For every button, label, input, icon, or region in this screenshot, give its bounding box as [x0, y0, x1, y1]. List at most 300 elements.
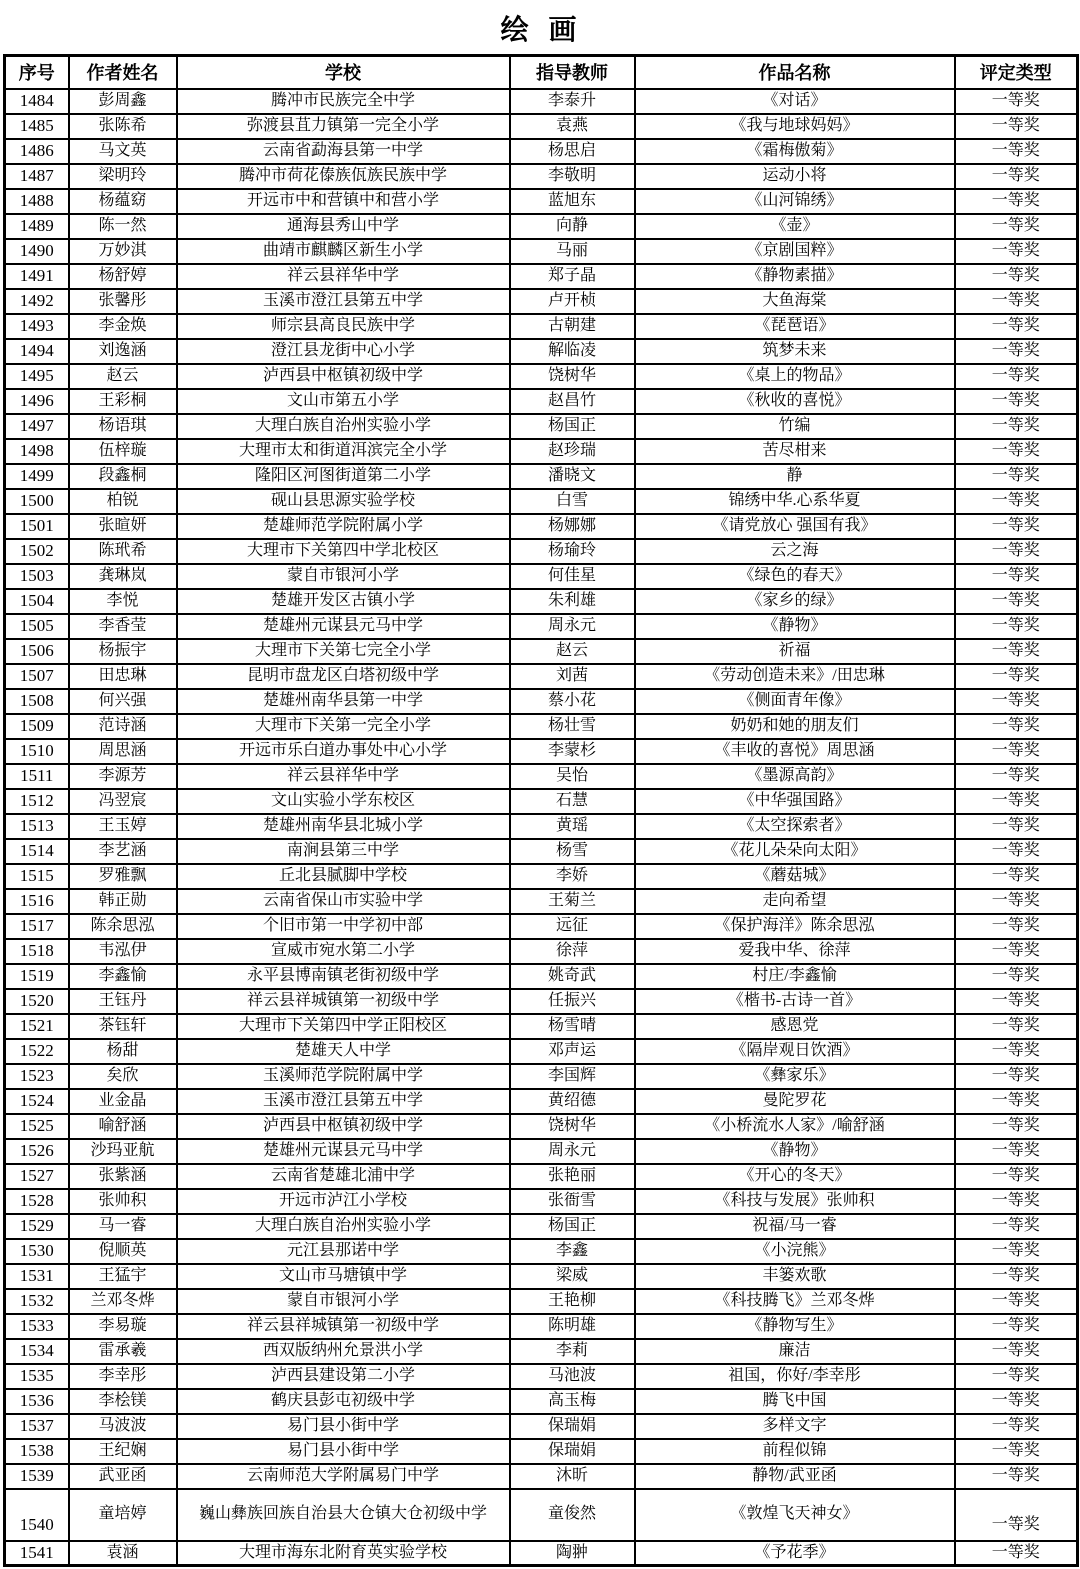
table-row	[5, 239, 1078, 264]
table-row	[5, 1164, 1078, 1189]
cell-author-name: 彭周鑫	[69, 89, 177, 114]
cell-award-type: 一等奖	[955, 989, 1078, 1014]
table-row	[5, 564, 1078, 589]
cell-school: 文山市马塘镇中学	[177, 1264, 510, 1289]
cell-work-title: 走向希望	[635, 889, 955, 914]
cell-author-name: 李香莹	[69, 614, 177, 639]
cell-author-name: 杨语琪	[69, 414, 177, 439]
cell-award-type: 一等奖	[955, 614, 1078, 639]
table-row	[5, 964, 1078, 989]
cell-work-title: 《静物》	[635, 614, 955, 639]
cell-school: 云南省楚雄北浦中学	[177, 1164, 510, 1189]
table-row	[5, 364, 1078, 389]
cell-award-type: 一等奖	[955, 1439, 1078, 1464]
cell-award-type: 一等奖	[955, 1139, 1078, 1164]
cell-school: 曲靖市麒麟区新生小学	[177, 239, 510, 264]
cell-school: 玉溪师范学院附属中学	[177, 1064, 510, 1089]
cell-author-name: 韩正勋	[69, 889, 177, 914]
cell-work-title: 《开心的冬天》	[635, 1164, 955, 1189]
cell-author-name: 袁涵	[69, 1541, 177, 1566]
cell-award-type: 一等奖	[955, 289, 1078, 314]
cell-teacher: 李莉	[510, 1339, 635, 1364]
cell-award-type: 一等奖	[955, 489, 1078, 514]
header-teacher: 指导教师	[510, 56, 635, 89]
cell-author-name: 李桧镁	[69, 1389, 177, 1414]
cell-serial-number: 1512	[5, 789, 69, 814]
cell-school: 云南省勐海县第一中学	[177, 139, 510, 164]
cell-author-name: 马波波	[69, 1414, 177, 1439]
cell-school: 宣威市宛水第二小学	[177, 939, 510, 964]
cell-school: 巍山彝族回族自治县大仓镇大仓初级中学	[177, 1489, 510, 1541]
cell-teacher: 杨国正	[510, 1214, 635, 1239]
cell-award-type: 一等奖	[955, 164, 1078, 189]
cell-school: 楚雄开发区古镇小学	[177, 589, 510, 614]
cell-award-type: 一等奖	[955, 1239, 1078, 1264]
cell-school: 泸西县中枢镇初级中学	[177, 1114, 510, 1139]
table-row	[5, 814, 1078, 839]
cell-serial-number: 1514	[5, 839, 69, 864]
cell-author-name: 周思涵	[69, 739, 177, 764]
cell-serial-number: 1492	[5, 289, 69, 314]
cell-teacher: 徐萍	[510, 939, 635, 964]
table-row	[5, 139, 1078, 164]
cell-work-title: 运动小将	[635, 164, 955, 189]
cell-award-type: 一等奖	[955, 464, 1078, 489]
table-row	[5, 1214, 1078, 1239]
cell-school: 丘北县腻脚中学校	[177, 864, 510, 889]
cell-award-type: 一等奖	[955, 539, 1078, 564]
table-row	[5, 1364, 1078, 1389]
cell-author-name: 马文英	[69, 139, 177, 164]
cell-award-type: 一等奖	[955, 1489, 1078, 1541]
cell-work-title: 《我与地球妈妈》	[635, 114, 955, 139]
cell-author-name: 赵云	[69, 364, 177, 389]
cell-award-type: 一等奖	[955, 239, 1078, 264]
cell-work-title: 《隔岸观日饮酒》	[635, 1039, 955, 1064]
cell-work-title: 祝福/马一睿	[635, 1214, 955, 1239]
cell-author-name: 韦泓伊	[69, 939, 177, 964]
cell-school: 云南省保山市实验中学	[177, 889, 510, 914]
cell-school: 泸西县建设第二小学	[177, 1364, 510, 1389]
table-row	[5, 839, 1078, 864]
cell-award-type: 一等奖	[955, 1164, 1078, 1189]
cell-serial-number: 1509	[5, 714, 69, 739]
cell-work-title: 感恩党	[635, 1014, 955, 1039]
cell-award-type: 一等奖	[955, 889, 1078, 914]
cell-school: 砚山县思源实验学校	[177, 489, 510, 514]
cell-serial-number: 1539	[5, 1464, 69, 1489]
cell-serial-number: 1505	[5, 614, 69, 639]
cell-serial-number: 1529	[5, 1214, 69, 1239]
cell-author-name: 茶钰轩	[69, 1014, 177, 1039]
cell-work-title: 《静物素描》	[635, 264, 955, 289]
cell-school: 祥云县祥城镇第一初级中学	[177, 989, 510, 1014]
cell-school: 大理市下关第四中学正阳校区	[177, 1014, 510, 1039]
cell-teacher: 童俊然	[510, 1489, 635, 1541]
cell-teacher: 郑子晶	[510, 264, 635, 289]
cell-teacher: 卢开桢	[510, 289, 635, 314]
cell-teacher: 解临凌	[510, 339, 635, 364]
cell-author-name: 业金晶	[69, 1089, 177, 1114]
cell-work-title: 静物/武亚函	[635, 1464, 955, 1489]
table-row	[5, 1289, 1078, 1314]
cell-award-type: 一等奖	[955, 1314, 1078, 1339]
cell-teacher: 蔡小花	[510, 689, 635, 714]
cell-teacher: 保瑞娟	[510, 1439, 635, 1464]
cell-teacher: 潘晓文	[510, 464, 635, 489]
cell-serial-number: 1503	[5, 564, 69, 589]
cell-author-name: 李艺涵	[69, 839, 177, 864]
cell-author-name: 田忠琳	[69, 664, 177, 689]
table-row	[5, 639, 1078, 664]
cell-serial-number: 1495	[5, 364, 69, 389]
cell-award-type: 一等奖	[955, 264, 1078, 289]
cell-author-name: 武亚函	[69, 1464, 177, 1489]
cell-serial-number: 1520	[5, 989, 69, 1014]
cell-author-name: 万妙淇	[69, 239, 177, 264]
cell-work-title: 云之海	[635, 539, 955, 564]
cell-work-title: 锦绣中华.心系华夏	[635, 489, 955, 514]
cell-school: 元江县那诺中学	[177, 1239, 510, 1264]
cell-teacher: 李国辉	[510, 1064, 635, 1089]
cell-teacher: 杨雪晴	[510, 1014, 635, 1039]
table-row	[5, 614, 1078, 639]
cell-work-title: 曼陀罗花	[635, 1089, 955, 1114]
cell-work-title: 《静物》	[635, 1139, 955, 1164]
cell-work-title: 《敦煌飞天神女》	[635, 1489, 955, 1541]
cell-serial-number: 1532	[5, 1289, 69, 1314]
table-row	[5, 764, 1078, 789]
cell-award-type: 一等奖	[955, 414, 1078, 439]
cell-teacher: 蓝旭东	[510, 189, 635, 214]
cell-work-title: 《花儿朵朵向太阳》	[635, 839, 955, 864]
cell-award-type: 一等奖	[955, 814, 1078, 839]
cell-teacher: 马池波	[510, 1364, 635, 1389]
cell-school: 楚雄州南华县第一中学	[177, 689, 510, 714]
cell-serial-number: 1524	[5, 1089, 69, 1114]
cell-work-title: 竹编	[635, 414, 955, 439]
cell-award-type: 一等奖	[955, 714, 1078, 739]
cell-author-name: 张馨彤	[69, 289, 177, 314]
table-row	[5, 864, 1078, 889]
table-row	[5, 989, 1078, 1014]
cell-work-title: 《科技与发展》张帅积	[635, 1189, 955, 1214]
page-title: 绘 画	[500, 15, 579, 46]
cell-author-name: 何兴强	[69, 689, 177, 714]
cell-author-name: 张帅积	[69, 1189, 177, 1214]
cell-teacher: 赵珍瑞	[510, 439, 635, 464]
cell-work-title: 《秋收的喜悦》	[635, 389, 955, 414]
cell-teacher: 李娇	[510, 864, 635, 889]
cell-school: 易门县小街中学	[177, 1414, 510, 1439]
cell-teacher: 黄绍德	[510, 1089, 635, 1114]
cell-award-type: 一等奖	[955, 1289, 1078, 1314]
cell-serial-number: 1508	[5, 689, 69, 714]
table-row	[5, 264, 1078, 289]
cell-serial-number: 1537	[5, 1414, 69, 1439]
cell-author-name: 喻舒涵	[69, 1114, 177, 1139]
cell-serial-number: 1513	[5, 814, 69, 839]
cell-teacher: 张衙雪	[510, 1189, 635, 1214]
cell-serial-number: 1530	[5, 1239, 69, 1264]
table-row	[5, 1264, 1078, 1289]
cell-serial-number: 1502	[5, 539, 69, 564]
cell-award-type: 一等奖	[955, 864, 1078, 889]
cell-school: 大理市下关第一完全小学	[177, 714, 510, 739]
cell-serial-number: 1527	[5, 1164, 69, 1189]
cell-work-title: 《请党放心 强国有我》	[635, 514, 955, 539]
cell-work-title: 《太空探索者》	[635, 814, 955, 839]
cell-serial-number: 1522	[5, 1039, 69, 1064]
cell-serial-number: 1484	[5, 89, 69, 114]
cell-author-name: 雷承羲	[69, 1339, 177, 1364]
cell-work-title: 筑梦未来	[635, 339, 955, 364]
cell-teacher: 赵昌竹	[510, 389, 635, 414]
cell-school: 西双版纳州允景洪小学	[177, 1339, 510, 1364]
cell-author-name: 龚琳岚	[69, 564, 177, 589]
cell-serial-number: 1519	[5, 964, 69, 989]
cell-school: 楚雄天人中学	[177, 1039, 510, 1064]
cell-school: 蒙自市银河小学	[177, 1289, 510, 1314]
cell-award-type: 一等奖	[955, 114, 1078, 139]
cell-award-type: 一等奖	[955, 514, 1078, 539]
cell-school: 隆阳区河图街道第二小学	[177, 464, 510, 489]
cell-serial-number: 1501	[5, 514, 69, 539]
cell-serial-number: 1535	[5, 1364, 69, 1389]
table-row	[5, 589, 1078, 614]
cell-work-title: 大鱼海棠	[635, 289, 955, 314]
cell-award-type: 一等奖	[955, 1014, 1078, 1039]
cell-teacher: 古朝建	[510, 314, 635, 339]
header-row	[5, 56, 1078, 89]
cell-work-title: 《科技腾飞》兰邓冬烨	[635, 1289, 955, 1314]
cell-serial-number: 1489	[5, 214, 69, 239]
cell-award-type: 一等奖	[955, 1064, 1078, 1089]
cell-award-type: 一等奖	[955, 739, 1078, 764]
cell-school: 蒙自市银河小学	[177, 564, 510, 589]
cell-author-name: 李悦	[69, 589, 177, 614]
cell-award-type: 一等奖	[955, 664, 1078, 689]
cell-award-type: 一等奖	[955, 789, 1078, 814]
cell-serial-number: 1493	[5, 314, 69, 339]
cell-award-type: 一等奖	[955, 689, 1078, 714]
cell-serial-number: 1490	[5, 239, 69, 264]
cell-award-type: 一等奖	[955, 564, 1078, 589]
cell-award-type: 一等奖	[955, 1339, 1078, 1364]
table-row	[5, 1541, 1078, 1566]
table-row	[5, 1314, 1078, 1339]
cell-award-type: 一等奖	[955, 314, 1078, 339]
cell-teacher: 赵云	[510, 639, 635, 664]
cell-teacher: 杨娜娜	[510, 514, 635, 539]
cell-school: 楚雄师范学院附属小学	[177, 514, 510, 539]
cell-serial-number: 1487	[5, 164, 69, 189]
table-row	[5, 314, 1078, 339]
cell-school: 祥云县祥华中学	[177, 264, 510, 289]
cell-award-type: 一等奖	[955, 89, 1078, 114]
cell-school: 楚雄州元谋县元马中学	[177, 1139, 510, 1164]
cell-teacher: 马丽	[510, 239, 635, 264]
cell-school: 腾冲市民族完全中学	[177, 89, 510, 114]
cell-work-title: 《予花季》	[635, 1541, 955, 1566]
cell-teacher: 何佳星	[510, 564, 635, 589]
cell-school: 昆明市盘龙区白塔初级中学	[177, 664, 510, 689]
cell-work-title: 《丰收的喜悦》周思涵	[635, 739, 955, 764]
cell-school: 易门县小街中学	[177, 1439, 510, 1464]
cell-work-title: 《蘑菇城》	[635, 864, 955, 889]
cell-work-title: 祈福	[635, 639, 955, 664]
table-row	[5, 1489, 1078, 1541]
cell-work-title: 丰篓欢歌	[635, 1264, 955, 1289]
cell-school: 大理市海东北附育英实验学校	[177, 1541, 510, 1566]
cell-teacher: 梁威	[510, 1264, 635, 1289]
cell-school: 楚雄州南华县北城小学	[177, 814, 510, 839]
cell-serial-number: 1533	[5, 1314, 69, 1339]
table-row	[5, 114, 1078, 139]
cell-teacher: 远征	[510, 914, 635, 939]
cell-school: 澄江县龙街中心小学	[177, 339, 510, 364]
table-row	[5, 1114, 1078, 1139]
cell-school: 文山市第五小学	[177, 389, 510, 414]
cell-author-name: 王玉婷	[69, 814, 177, 839]
cell-teacher: 邓声运	[510, 1039, 635, 1064]
cell-school: 泸西县中枢镇初级中学	[177, 364, 510, 389]
cell-author-name: 倪顺英	[69, 1239, 177, 1264]
cell-school: 腾冲市荷花傣族佤族民族中学	[177, 164, 510, 189]
cell-school: 大理市下关第七完全小学	[177, 639, 510, 664]
cell-teacher: 杨思启	[510, 139, 635, 164]
cell-school: 个旧市第一中学初中部	[177, 914, 510, 939]
cell-work-title: 《京剧国粹》	[635, 239, 955, 264]
header-school: 学校	[177, 56, 510, 89]
table-row	[5, 514, 1078, 539]
cell-teacher: 李泰升	[510, 89, 635, 114]
table-row	[5, 1139, 1078, 1164]
cell-school: 永平县博南镇老街初级中学	[177, 964, 510, 989]
cell-award-type: 一等奖	[955, 439, 1078, 464]
cell-award-type: 一等奖	[955, 339, 1078, 364]
cell-award-type: 一等奖	[955, 1464, 1078, 1489]
cell-award-type: 一等奖	[955, 1114, 1078, 1139]
table-row	[5, 389, 1078, 414]
cell-author-name: 陈一然	[69, 214, 177, 239]
cell-author-name: 王彩桐	[69, 389, 177, 414]
cell-author-name: 张紫涵	[69, 1164, 177, 1189]
cell-serial-number: 1540	[5, 1489, 69, 1541]
cell-serial-number: 1504	[5, 589, 69, 614]
cell-work-title: 《小浣熊》	[635, 1239, 955, 1264]
table-row	[5, 439, 1078, 464]
cell-serial-number: 1498	[5, 439, 69, 464]
cell-work-title: 《劳动创造未来》/田忠琳	[635, 664, 955, 689]
cell-author-name: 兰邓冬烨	[69, 1289, 177, 1314]
cell-teacher: 向静	[510, 214, 635, 239]
cell-teacher: 吴怡	[510, 764, 635, 789]
cell-serial-number: 1491	[5, 264, 69, 289]
cell-work-title: 《壶》	[635, 214, 955, 239]
cell-author-name: 张陈希	[69, 114, 177, 139]
cell-serial-number: 1499	[5, 464, 69, 489]
cell-author-name: 王纪娴	[69, 1439, 177, 1464]
table-row	[5, 689, 1078, 714]
cell-teacher: 张艳丽	[510, 1164, 635, 1189]
table-row	[5, 414, 1078, 439]
cell-serial-number: 1500	[5, 489, 69, 514]
cell-serial-number: 1521	[5, 1014, 69, 1039]
cell-award-type: 一等奖	[955, 1039, 1078, 1064]
cell-teacher: 陈明雄	[510, 1314, 635, 1339]
cell-author-name: 李鑫愉	[69, 964, 177, 989]
cell-award-type: 一等奖	[955, 1541, 1078, 1566]
cell-work-title: 《桌上的物品》	[635, 364, 955, 389]
cell-serial-number: 1517	[5, 914, 69, 939]
cell-teacher: 饶树华	[510, 364, 635, 389]
cell-school: 大理白族自治州实验小学	[177, 414, 510, 439]
cell-teacher: 姚奇武	[510, 964, 635, 989]
cell-school: 弥渡县苴力镇第一完全小学	[177, 114, 510, 139]
cell-teacher: 饶树华	[510, 1114, 635, 1139]
cell-school: 开远市中和营镇中和营小学	[177, 189, 510, 214]
cell-serial-number: 1518	[5, 939, 69, 964]
cell-award-type: 一等奖	[955, 1389, 1078, 1414]
cell-serial-number: 1506	[5, 639, 69, 664]
cell-serial-number: 1496	[5, 389, 69, 414]
cell-author-name: 沙玛亚航	[69, 1139, 177, 1164]
cell-teacher: 保瑞娟	[510, 1414, 635, 1439]
cell-award-type: 一等奖	[955, 139, 1078, 164]
cell-school: 云南师范大学附属易门中学	[177, 1464, 510, 1489]
cell-author-name: 伍梓璇	[69, 439, 177, 464]
cell-serial-number: 1511	[5, 764, 69, 789]
table-row	[5, 1439, 1078, 1464]
cell-serial-number: 1485	[5, 114, 69, 139]
table-row	[5, 1239, 1078, 1264]
cell-teacher: 王菊兰	[510, 889, 635, 914]
cell-author-name: 王猛宇	[69, 1264, 177, 1289]
table-row	[5, 939, 1078, 964]
header-work-title: 作品名称	[635, 56, 955, 89]
cell-teacher: 任振兴	[510, 989, 635, 1014]
cell-work-title: 爱我中华、徐萍	[635, 939, 955, 964]
cell-work-title: 《霜梅傲菊》	[635, 139, 955, 164]
table-row	[5, 714, 1078, 739]
cell-teacher: 李蒙杉	[510, 739, 635, 764]
table-row	[5, 914, 1078, 939]
header-serial-number: 序号	[5, 56, 69, 89]
table-row	[5, 1064, 1078, 1089]
cell-award-type: 一等奖	[955, 1264, 1078, 1289]
cell-work-title: 村庄/李鑫愉	[635, 964, 955, 989]
table-row	[5, 1414, 1078, 1439]
cell-school: 楚雄州元谋县元马中学	[177, 614, 510, 639]
cell-work-title: 《琵琶语》	[635, 314, 955, 339]
cell-school: 通海县秀山中学	[177, 214, 510, 239]
cell-work-title: 奶奶和她的朋友们	[635, 714, 955, 739]
cell-serial-number: 1494	[5, 339, 69, 364]
table-row	[5, 1339, 1078, 1364]
cell-serial-number: 1534	[5, 1339, 69, 1364]
cell-work-title: 廉洁	[635, 1339, 955, 1364]
cell-author-name: 杨舒婷	[69, 264, 177, 289]
cell-school: 开远市乐白道办事处中心小学	[177, 739, 510, 764]
table-row	[5, 1089, 1078, 1114]
cell-teacher: 杨国正	[510, 414, 635, 439]
table-row	[5, 889, 1078, 914]
cell-school: 文山实验小学东校区	[177, 789, 510, 814]
table-row	[5, 214, 1078, 239]
table-row	[5, 464, 1078, 489]
table-row	[5, 339, 1078, 364]
